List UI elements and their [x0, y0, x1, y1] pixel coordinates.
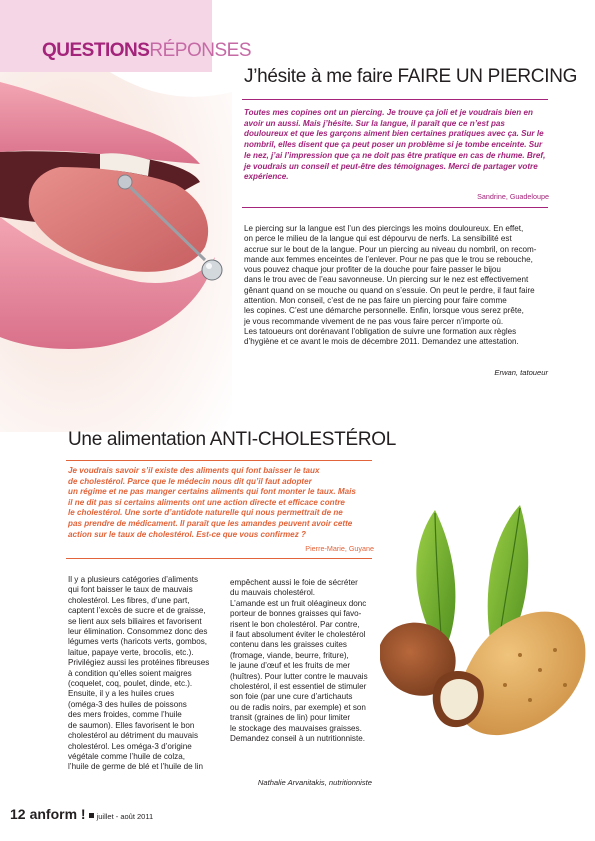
section-tag [42, 40, 251, 62]
column-line: transit (graines de lin) pour limiter [230, 713, 351, 723]
article1-author: Erwan, tatoueur [494, 368, 548, 377]
article2-column-2 [230, 578, 380, 745]
column-line: captent l’excès de sucre et de graisse, [68, 606, 206, 616]
article1-question: Toutes mes copines ont un piercing. Je trouve ça joli et je voudrais bien en avoir un aussi. Mais j’hésite. Sur la langue, il paraît que ce n’est pas douloureux et que les garçons aiment bien certaines pratiques avec ça. Sur le nombril, elles disent que ça peut poser un problème si je tombe enceinte. Sur le nez, j’ai l’impression que ça ne doit pas être pratique en cas de rhume. Bref, je voudrais un conseil et peut-être des témoignages. Merci de partager votre expérience. [244, 108, 546, 182]
column-line: (fromage, viande, beurre, friture), [230, 650, 349, 660]
page-number: 12 [10, 806, 26, 822]
column-line: qui font baisser le taux de mauvais [68, 585, 193, 595]
answer-line: vous pouvez chaque jour profiter de la douche pour faire passer le bijou [244, 265, 501, 275]
column-line: l’huile de germe de blé et l’huile de lin [68, 762, 203, 772]
issue-date: juillet - août 2011 [96, 812, 154, 821]
section-tag-light: RÉPONSES [149, 40, 251, 61]
column-line: il faut absolument éviter le cholestérol [230, 630, 366, 640]
column-line: Il y a plusieurs catégories d’aliments [68, 575, 199, 584]
column-line: se lient aux sels biliaires et favorisent [68, 616, 202, 626]
question-line: il ne dit pas si certains aliments ont une action directe et efficace contre [68, 497, 345, 507]
column-line: Demandez conseil à un nutritionniste. [230, 734, 365, 744]
question-line: pas prendre de médicament. Il paraît que les amandes peuvent avoir cette [68, 518, 353, 528]
column-line: cholestérol. Les oméga-3 d’origine [68, 741, 192, 751]
answer-line: d’hygiène et ce avant le mois de décembre 2011. Demandez une attestation. [244, 337, 519, 347]
column-line: légumes verts (haricots verts, gombos, [68, 637, 207, 647]
column-line: son foie (par une cure d’artichauts [230, 692, 353, 702]
article2-signature: Pierre-Marie, Guyane [305, 544, 374, 553]
column-line: de saumon). Elles favorisent le bon [68, 720, 195, 730]
answer-line: accrue sur le bout de la langue. Pour un piercing au niveau du nombril, on recom- [244, 244, 537, 254]
section-tag-bold: QUESTIONS [42, 40, 150, 61]
column-line: porteur de bonnes graisses qui favo- [230, 609, 362, 619]
column-line: le stockage des mauvaises graisses. [230, 723, 362, 733]
column-line: leur élimination. Consommez donc des [68, 627, 208, 637]
article2-title: Une alimentation ANTI-CHOLESTÉROL [68, 429, 396, 450]
article2-question [68, 466, 374, 540]
question-line: Je voudrais savoir s’il existe des aliments qui font baisser le taux [68, 466, 320, 475]
column-line: le jaune d’œuf et les fruits de mer [230, 661, 351, 671]
column-line: (coquelet, coq, poulet, dinde, etc.). [68, 679, 193, 689]
column-line: cholestérol. Les fibres, d’une part, [68, 595, 190, 605]
footer-square-icon [89, 813, 94, 818]
column-line: contenu dans les graisses cuites [230, 640, 347, 650]
column-line: L’amande est un fruit oléagineux donc [230, 598, 367, 608]
answer-line: on perce le milieu de la langue qui est dépourvu de nerfs. La sensibilité est [244, 234, 512, 244]
answer-line: mande aux femmes enceintes de l’enlever. Pour ne pas que le trou se rebouche, [244, 254, 533, 264]
answer-line: je vous recommande vivement de ne pas vous faire percer n’importe où. [244, 316, 504, 326]
column-line: risent le bon cholestérol. Par contre, [230, 619, 360, 629]
column-line: cholestérol au détriment du mauvais [68, 731, 199, 741]
article2-column-1 [68, 575, 218, 773]
column-line: des mers froides, comme l’huile [68, 710, 182, 720]
column-line: Privilégiez aussi les protéines fibreuses [68, 658, 210, 668]
column-line: empêchent aussi le foie de sécréter [230, 578, 358, 587]
answer-line: dans le trou avec de l’eau savonneuse. Un piercing sur le nez est effectivement [244, 275, 529, 285]
question-line: action sur le taux de cholestérol. Est-ce que vous confirmez ? [68, 529, 306, 539]
article1-title: J’hésite à me faire FAIRE UN PIERCING [244, 66, 578, 87]
article1-answer [244, 224, 550, 348]
answer-line: Le piercing sur la langue est l’un des piercings les moins douloureux. En effet, [244, 224, 524, 233]
column-line: cholestérol, il est essentiel de stimuler [230, 682, 367, 692]
column-line: du mauvais cholestérol. [230, 588, 316, 598]
page-footer [10, 806, 153, 824]
question-line: le cholestérol. Une sorte d’antidote naturelle qui nous permettrait de ne [68, 508, 343, 518]
column-line: laitue, papaye verte, brocolis, etc.). [68, 647, 194, 657]
answer-line: gênant quand on se mouche ou quand on s’essuie. On peut le perdre, il faut faire [244, 285, 535, 295]
article1-signature-rule [242, 207, 548, 208]
column-line: à condition qu’elles soient maigres [68, 668, 192, 678]
column-line: ou de radis noirs, par exemple) et son [230, 702, 366, 712]
article1-title-rule [242, 99, 548, 100]
answer-line: attention. Mon conseil, c’est de ne pas faire un piercing pour faire comme [244, 296, 507, 306]
answer-line: les copines. C’est une démarche personnelle. Enfin, lorsque vous serez prête, [244, 306, 524, 316]
column-line: (oméga-3 des huiles de poissons [68, 699, 187, 709]
column-line: Ensuite, il y a les huiles crues [68, 689, 175, 699]
article1-signature: Sandrine, Guadeloupe [477, 192, 549, 201]
answer-line: Les tatoueurs ont dorénavant l’obligation de suivre une formation aux règles [244, 326, 517, 336]
column-line: végétale comme l’huile de colza, [68, 751, 185, 761]
photo-tongue-piercing [0, 72, 232, 432]
article2-author: Nathalie Arvanitakis, nutritionniste [257, 778, 372, 787]
question-line: un régime et ne pas manger certains aliments qui font monter le taux. Mais [68, 487, 356, 497]
question-line: de cholestérol. Parce que le médecin nous dit qu’il faut adopter [68, 476, 312, 486]
article2-signature-rule [66, 558, 372, 559]
photo-almonds [380, 505, 590, 745]
article2-title-rule [66, 460, 372, 461]
column-line: (huîtres). Pour lutter contre le mauvais [230, 671, 368, 681]
magazine-name: anform ! [29, 806, 86, 822]
